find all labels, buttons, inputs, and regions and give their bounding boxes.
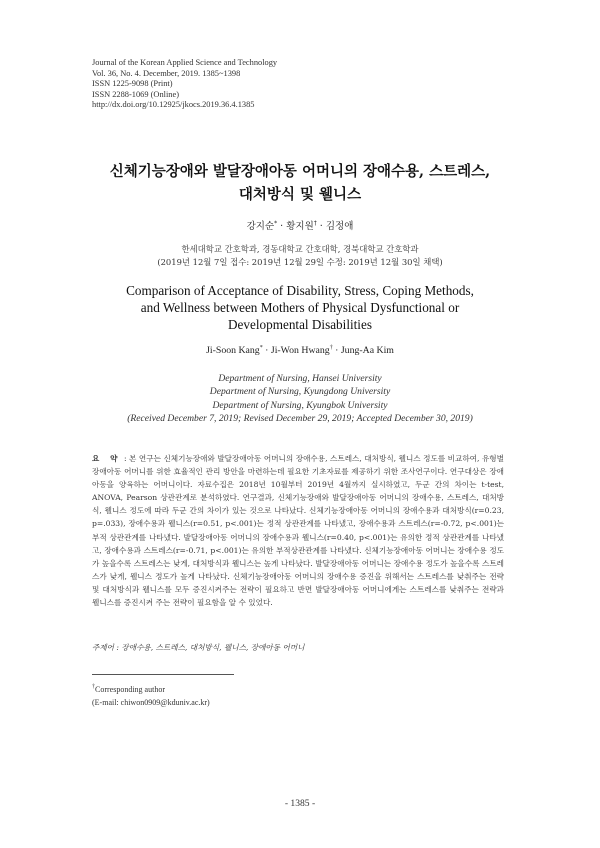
author-separator: · (280, 221, 284, 232)
author-separator: · (335, 345, 339, 356)
korean-authors (60, 218, 540, 232)
korean-title-line: 신체기능장애와 발달장애아동 어머니의 장애수용, 스트레스, (109, 163, 491, 180)
affiliation-line: Department of Nursing, Hansei University (218, 373, 382, 384)
english-title-line: Comparison of Acceptance of Disability, Stress, Coping Methods, (126, 283, 474, 298)
affiliation-line: Department of Nursing, Kyungbok University (212, 399, 388, 411)
abstract-text: : 본 연구는 신체기능장애와 발달장애아동 어머니의 장애수용, 스트레스, 대처방식, 웰니스 정도를 비교하여, 유형별 장애아동 어머니를 위한 효율적인 관리 방안을 마련하는데 필요한 기초자료를 제공하기 위한 조사연구이다. 연구대상은 장애아동을 양육하는 어머니이다. 자료수집은 2018년 10월부터 2019년 4월까지 실시하였고, 두군 간의 차이는 t-test, ANOVA, Pearson 상관관계로 분석하였다. 연구결과, 신체기능장애와 발달장애아동 어머니의 장애수용, 스트레스, 대처방식, 웰니스 정도에 따라 두군 간의 차이가 있는 것으로 나타났다. 신체기능장애아동 어머니의 장애수용과 대처방식(r=0.23, p=.033), 장애수용과 웰니스(r=0.51, p<.001)는 정적 상관관계를 나타냈고, 장애수용과 스트레스(r=-0.72, p<.001)는 부적 상관관계를 나타냈다. 발달장애아동 어머니의 장애수용과 웰니스(r=0.40, p<.001)는 유의한 정적 상관관계를 나타냈고, 장애수용과 스트레스(r=-0.71, p<.001)는 유의한 부적상관관계를 나타냈다. 신체기능장애아동 어머니는 장애수용 정도가 높을수록 스트레스는 낮게, 대처방식과 웰니스는 높게 나타났다. 발달장애아동 어머니는 장애수용 정도가 높을수록 스트레스가 낮게, 웰니스 정도가 높게 나타났다. 신체기능장애아동 어머니의 장애수용 증진을 위해서는 스트레스를 낮춰주는 전략 및 대처방식과 웰니스를 모두 증진시켜주는 전략이 필요하고 반면 발달장애아동 어머니에게는 스트레스를 낮춰주는 전략과 웰니스를 증진시켜 주는 전략이 필요함을 알 수 있었다. (92, 454, 504, 608)
affiliation-text: 한세대학교 간호학과, 경동대학교 간호대학, 경북대학교 간호학과 (181, 244, 419, 254)
korean-title-line: 대처방식 및 웰니스 (238, 186, 362, 203)
author-mark: * (259, 345, 263, 351)
english-title-line: and Wellness between Mothers of Physical Dysfunctional or (140, 300, 460, 315)
footnote (92, 684, 210, 709)
page-number: - 1385 - (284, 798, 316, 809)
author-name: 강지순 (246, 221, 275, 232)
author-separator: · (319, 221, 323, 232)
author-mark: † (313, 220, 317, 227)
affiliation-line: Department of Nursing, Kyungdong University (209, 386, 391, 398)
abstract-label: 요 약 (92, 454, 122, 463)
korean-affiliation (60, 243, 540, 268)
received-dates-english: (Received December 7, 2019; Revised December 29, 2019; Accepted December 30, 2019) (127, 412, 473, 424)
author-mark: † (329, 345, 333, 351)
received-dates: (2019년 12월 7일 접수: 2019년 12월 29일 수정: 2019년 12월 30일 채택) (157, 256, 443, 267)
doi-link[interactable]: http://dx.doi.org/10.12925/jkocs.2019.36.4.1385 (92, 100, 255, 110)
keywords: 주제어 : 장애수용, 스트레스, 대처방식, 웰니스, 장애아동 어머니 (92, 643, 305, 652)
journal-volume: Vol. 36, No. 4. December, 2019. 1385~1398 (92, 68, 241, 78)
author-mark: * (274, 220, 278, 227)
issn-print: ISSN 1225-9098 (Print) (92, 79, 173, 89)
author-name: 황지원 (286, 221, 314, 232)
english-title-line: Developmental Disabilities (228, 317, 372, 332)
author-name: 김정애 (325, 221, 354, 232)
english-title (60, 282, 540, 333)
author-name: Ji-Won Hwang (270, 345, 330, 356)
footnote-label: Corresponding author (95, 685, 165, 694)
author-name: Ji-Soon Kang (206, 345, 260, 356)
journal-info (92, 58, 277, 111)
footnote-rule (92, 674, 234, 675)
footnote-email[interactable]: (E-mail: chiwon0909@kduniv.ac.kr) (92, 697, 210, 707)
author-separator: · (265, 345, 269, 356)
footnote-mark: † (92, 684, 95, 690)
author-name: Jung-Aa Kim (340, 345, 394, 356)
journal-name: Journal of the Korean Applied Science and Technology (92, 58, 278, 67)
korean-title (60, 160, 540, 206)
english-affiliation (60, 372, 540, 425)
abstract (92, 452, 504, 609)
issn-online: ISSN 2288-1069 (Online) (92, 89, 180, 99)
english-authors (60, 345, 540, 356)
